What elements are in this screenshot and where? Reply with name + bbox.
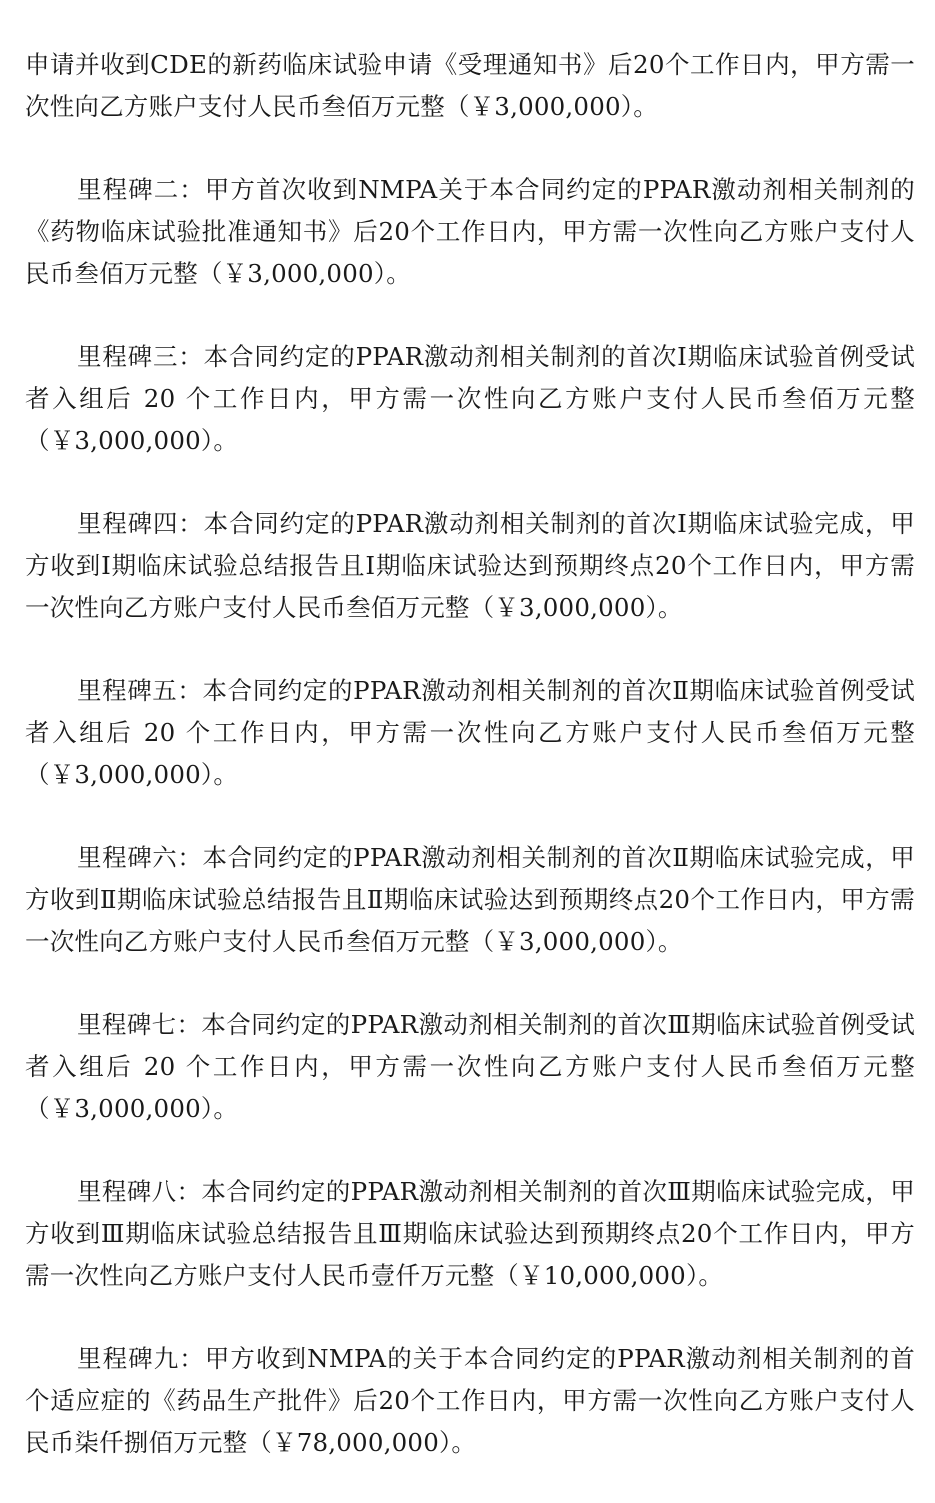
- paragraph-gap: [25, 796, 915, 837]
- paragraph-gap: [25, 1130, 915, 1171]
- paragraph-gap: [25, 128, 915, 169]
- milestone-2-paragraph: 里程碑二：甲方首次收到NMPA关于本合同约定的PPAR激动剂相关制剂的《药物临床试验批准通知书》后20个工作日内，甲方需一次性向乙方账户支付人民币叁佰万元整（￥3,000,000）。: [25, 175, 915, 288]
- milestone-3-paragraph: 里程碑三：本合同约定的PPAR激动剂相关制剂的首次Ⅰ期临床试验首例受试者入组后 20 个工作日内，甲方需一次性向乙方账户支付人民币叁佰万元整（￥3,000,000）。: [25, 342, 915, 455]
- milestone-7-paragraph: 里程碑七：本合同约定的PPAR激动剂相关制剂的首次Ⅲ期临床试验首例受试者入组后 20 个工作日内，甲方需一次性向乙方账户支付人民币叁佰万元整（￥3,000,000）。: [25, 1010, 915, 1123]
- paragraph-gap: [25, 963, 915, 1004]
- paragraph-continuation: 申请并收到CDE的新药临床试验申请《受理通知书》后20个工作日内，甲方需一次性向乙方账户支付人民币叁佰万元整（￥3,000,000）。: [25, 50, 915, 121]
- milestone-5-paragraph: 里程碑五：本合同约定的PPAR激动剂相关制剂的首次Ⅱ期临床试验首例受试者入组后 20 个工作日内，甲方需一次性向乙方账户支付人民币叁佰万元整（￥3,000,000）。: [25, 676, 915, 789]
- milestone-4-paragraph: 里程碑四：本合同约定的PPAR激动剂相关制剂的首次Ⅰ期临床试验完成，甲方收到Ⅰ期临床试验总结报告且Ⅰ期临床试验达到预期终点20个工作日内，甲方需一次性向乙方账户支付人民币叁佰万元整（￥3,000,000）。: [25, 509, 915, 622]
- document-body: [25, 44, 915, 1464]
- milestone-6-paragraph: 里程碑六：本合同约定的PPAR激动剂相关制剂的首次Ⅱ期临床试验完成，甲方收到Ⅱ期临床试验总结报告且Ⅱ期临床试验达到预期终点20个工作日内，甲方需一次性向乙方账户支付人民币叁佰万元整（￥3,000,000）。: [25, 843, 915, 956]
- paragraph-gap: [25, 462, 915, 503]
- milestone-9-paragraph: 里程碑九：甲方收到NMPA的关于本合同约定的PPAR激动剂相关制剂的首个适应症的《药品生产批件》后20个工作日内，甲方需一次性向乙方账户支付人民币柒仟捌佰万元整（￥78,000,000）。: [25, 1344, 915, 1457]
- paragraph-gap: [25, 295, 915, 336]
- milestone-8-paragraph: 里程碑八：本合同约定的PPAR激动剂相关制剂的首次Ⅲ期临床试验完成，甲方收到Ⅲ期临床试验总结报告且Ⅲ期临床试验达到预期终点20个工作日内，甲方需一次性向乙方账户支付人民币壹仟万元整（￥10,000,000）。: [25, 1177, 915, 1290]
- paragraph-gap: [25, 1297, 915, 1338]
- paragraph-gap: [25, 629, 915, 670]
